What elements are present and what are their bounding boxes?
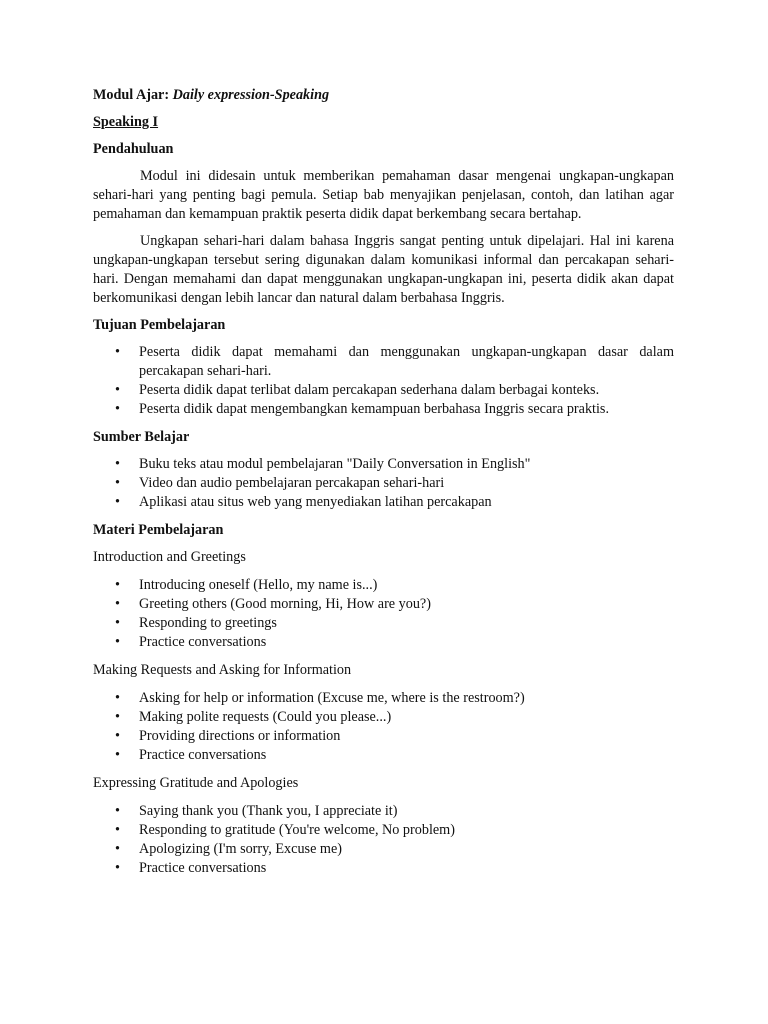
title-label: Modul Ajar:: [93, 87, 170, 103]
bullet-icon: •: [115, 615, 120, 631]
objectives-heading: Tujuan Pembelajaran: [93, 317, 226, 333]
list-item: [93, 633, 674, 652]
bullet-icon: •: [115, 475, 120, 491]
bullet-icon: •: [115, 382, 120, 398]
list-item: [93, 343, 674, 381]
list-item: [93, 821, 674, 840]
material-list: [93, 576, 674, 652]
list-item: [93, 859, 674, 878]
list-item: [93, 614, 674, 633]
list-item: [93, 727, 674, 746]
objectives-list: [93, 343, 674, 419]
module-title: [93, 86, 674, 105]
list-item-text: Making polite requests (Could you please...): [139, 709, 392, 725]
list-item-text: Practice conversations: [139, 747, 267, 763]
sources-list: [93, 455, 674, 512]
sources-heading: Sumber Belajar: [93, 429, 190, 445]
bullet-icon: •: [115, 577, 120, 593]
intro-paragraph: Ungkapan sehari-hari dalam bahasa Inggris sangat penting untuk dipelajari. Hal ini karena ungkapan-ungkapan tersebut sering digunakan dalam komunikasi informal dan percakapan sehari-hari. Dengan memahami dan dapat menggunakan ungkapan-ungkapan ini, peserta didik akan dapat berkomunikasi dengan lebih lancar dan natural dalam berbahasa Inggris.: [93, 233, 674, 306]
list-item-text: Buku teks atau modul pembelajaran "Daily Conversation in English": [139, 456, 531, 472]
list-item-text: Responding to gratitude (You're welcome, No problem): [139, 822, 455, 838]
bullet-icon: •: [115, 803, 120, 819]
bullet-icon: •: [115, 344, 120, 360]
list-item-text: Practice conversations: [139, 860, 267, 876]
bullet-icon: •: [115, 860, 120, 876]
intro-paragraph: Modul ini didesain untuk memberikan pemahaman dasar mengenai ungkapan-ungkapan sehari-hari yang penting bagi pemula. Setiap bab menyajikan penjelasan, contoh, dan latihan agar pemahaman dan kemampuan praktik peserta didik dapat berkembang secara bertahap.: [93, 168, 674, 222]
list-item: [93, 746, 674, 765]
list-item-text: Responding to greetings: [139, 615, 277, 631]
list-item-text: Providing directions or information: [139, 728, 341, 744]
list-item: [93, 400, 674, 419]
title-subject: Daily expression-Speaking: [172, 87, 330, 103]
list-item: [93, 493, 674, 512]
list-item: [93, 381, 674, 400]
list-item: [93, 689, 674, 708]
bullet-icon: •: [115, 822, 120, 838]
list-item-text: Aplikasi atau situs web yang menyediakan latihan percakapan: [139, 494, 492, 510]
material-list: [93, 689, 674, 765]
list-item-text: Apologizing (I'm sorry, Excuse me): [139, 841, 342, 857]
bullet-icon: •: [115, 401, 120, 417]
bullet-icon: •: [115, 747, 120, 763]
list-item: [93, 802, 674, 821]
list-item: [93, 708, 674, 727]
list-item: [93, 840, 674, 859]
bullet-icon: •: [115, 494, 120, 510]
materials-heading: Materi Pembelajaran: [93, 522, 224, 538]
list-item-text: Saying thank you (Thank you, I appreciate it): [139, 803, 398, 819]
bullet-icon: •: [115, 634, 120, 650]
list-item: [93, 474, 674, 493]
list-item-text: Greeting others (Good morning, Hi, How are you?): [139, 596, 431, 612]
list-item: [93, 455, 674, 474]
list-item-text: Video dan audio pembelajaran percakapan sehari-hari: [139, 475, 445, 491]
material-section-title: Introduction and Greetings: [93, 549, 246, 565]
bullet-icon: •: [115, 690, 120, 706]
material-list: [93, 802, 674, 878]
list-item: [93, 595, 674, 614]
list-item: [93, 576, 674, 595]
bullet-icon: •: [115, 596, 120, 612]
material-section-title: Making Requests and Asking for Information: [93, 662, 352, 678]
material-section-title: Expressing Gratitude and Apologies: [93, 775, 299, 791]
list-item-text: Introducing oneself (Hello, my name is...): [139, 577, 378, 593]
bullet-icon: •: [115, 841, 120, 857]
bullet-icon: •: [115, 709, 120, 725]
list-item-text: Practice conversations: [139, 634, 267, 650]
list-item-text: Peserta didik dapat mengembangkan kemampuan berbahasa Inggris secara praktis.: [139, 401, 609, 417]
bullet-icon: •: [115, 728, 120, 744]
intro-heading: Pendahuluan: [93, 141, 174, 157]
bullet-icon: •: [115, 456, 120, 472]
list-item-text: Asking for help or information (Excuse me, where is the restroom?): [139, 690, 525, 706]
list-item-text: Peserta didik dapat terlibat dalam percakapan sederhana dalam berbagai konteks.: [139, 382, 600, 398]
list-item-text: Peserta didik dapat memahami dan menggunakan ungkapan-ungkapan dasar dalam percakapan sehari-hari.: [139, 344, 674, 379]
speaking-heading: Speaking I: [93, 114, 159, 130]
